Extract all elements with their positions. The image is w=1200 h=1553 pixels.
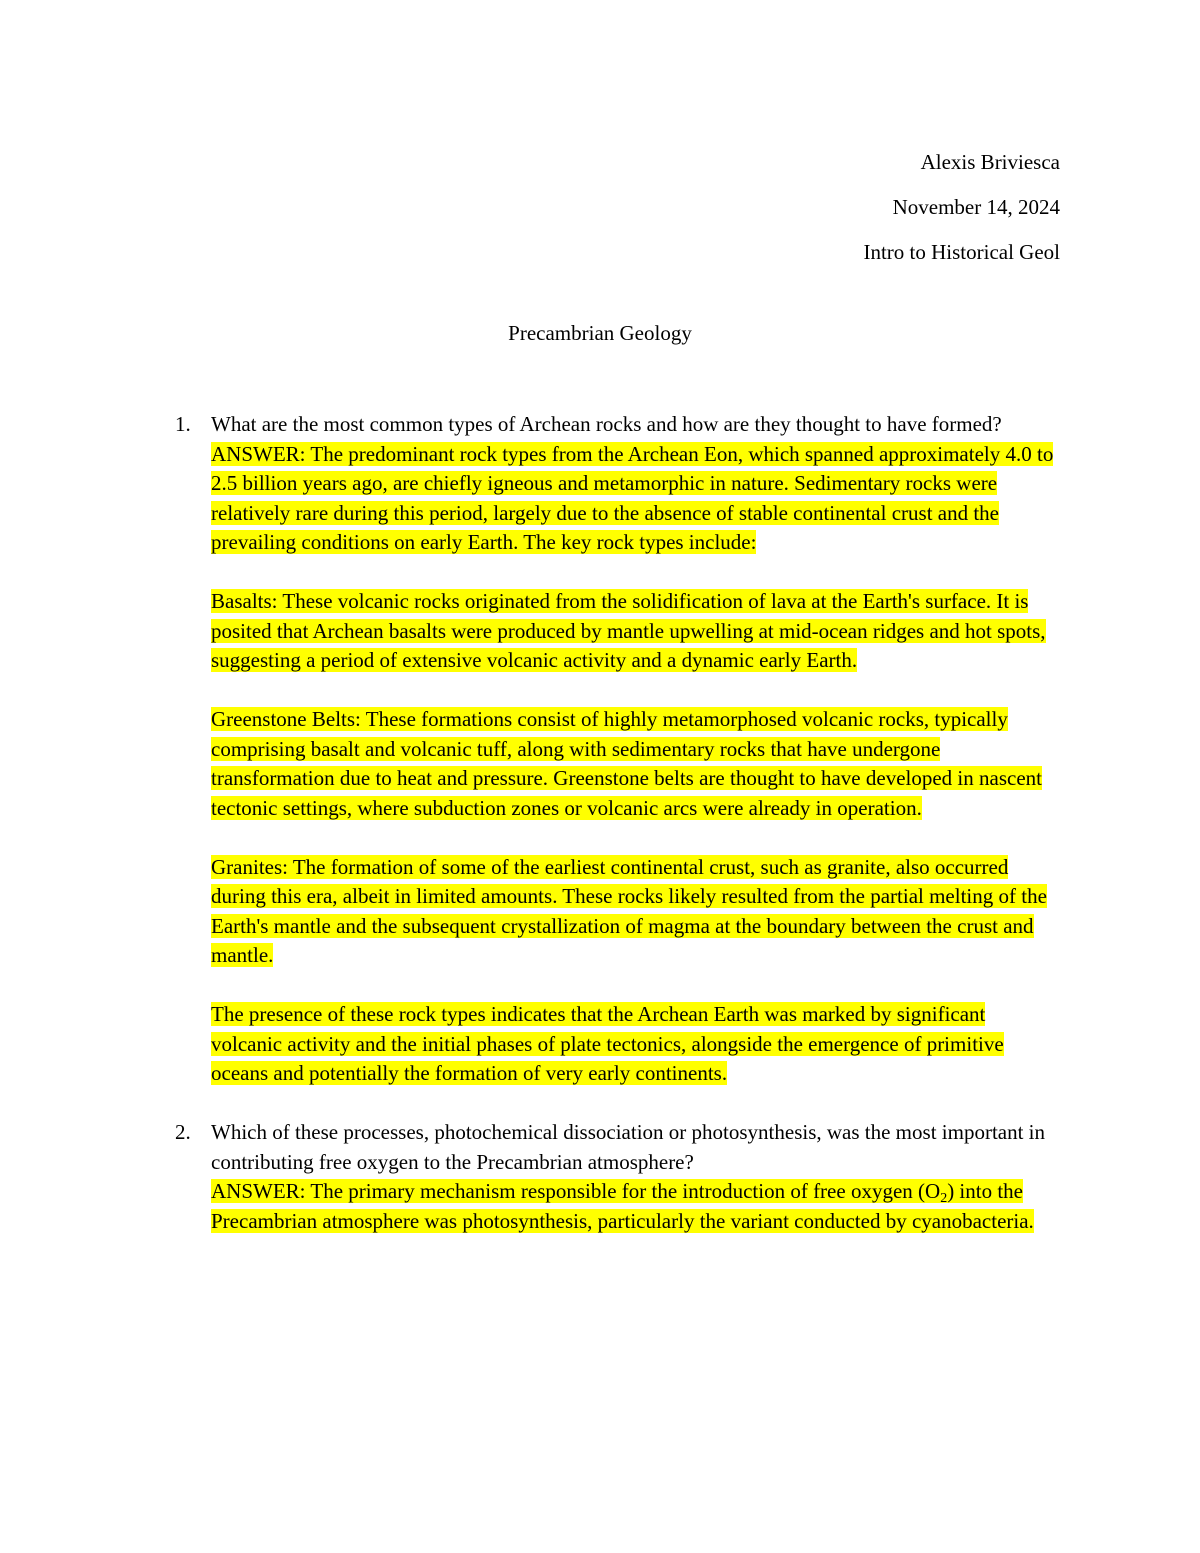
answer-conclusion: The presence of these rock types indicates that the Archean Earth was marked by significant volcanic activity and the initial phases of plate tectonics, alongside the emergence of primitive oceans and potentially the formation of very early continents.: [211, 1002, 1004, 1085]
header-block: [863, 140, 1060, 275]
answer-after: ) into the Precambrian atmosphere was photosynthesis, particularly the variant conducted by cyanobacteria.: [211, 1179, 1034, 1233]
answer-intro: ANSWER: The predominant rock types from the Archean Eon, which spanned approximately 4.0 to 2.5 billion years ago, are chiefly igneous and metamorphic in nature. Sedimentary rocks were relatively rare during this period, largely due to the absence of stable continental crust and the prevailing conditions on early Earth. The key rock types include:: [211, 441, 1054, 554]
question-list: [175, 410, 1061, 1236]
question-item-2: [175, 1118, 1061, 1236]
answer-greenstone-belts: Greenstone Belts: These formations consist of highly metamorphosed volcanic rocks, typically comprising basalt and volcanic tuff, along with sedimentary rocks that have undergone transformation due to heat and pressure. Greenstone belts are thought to have developed in nascent tectonic settings, where subduction zones or volcanic arcs were already in operation.: [211, 707, 1042, 820]
document-title: Precambrian Geology: [508, 321, 692, 345]
document-date: November 14, 2024: [892, 195, 1060, 219]
course-name: Intro to Historical Geol: [863, 240, 1060, 264]
author-name: Alexis Briviesca: [920, 150, 1060, 174]
question-number: 1.: [175, 412, 191, 436]
question-text: Which of these processes, photochemical dissociation or photosynthesis, was the most important in contributing free oxygen to the Precambrian atmosphere?: [211, 1120, 1046, 1174]
question-item-1: [175, 410, 1061, 1089]
answer-before: ANSWER: The primary mechanism responsible for the introduction of free oxygen (O: [211, 1179, 941, 1203]
answer-granites: Granites: The formation of some of the earliest continental crust, such as granite, also occurred during this era, albeit in limited amounts. These rocks likely resulted from the partial melting of the Earth's mantle and the subsequent crystallization of magma at the boundary between the crust and mantle.: [211, 854, 1047, 967]
question-number: 2.: [175, 1120, 191, 1144]
answer-text: [211, 1179, 1034, 1233]
answer-basalts: Basalts: These volcanic rocks originated from the solidification of lava at the Earth's surface. It is posited that Archean basalts were produced by mantle upwelling at mid-ocean ridges and hot spots, suggesting a period of extensive volcanic activity and a dynamic early Earth.: [211, 589, 1046, 672]
question-text: What are the most common types of Archean rocks and how are they thought to have formed?: [211, 412, 1002, 436]
oxygen-subscript: 2: [940, 1191, 948, 1206]
answer-paragraph: [211, 1177, 1061, 1236]
